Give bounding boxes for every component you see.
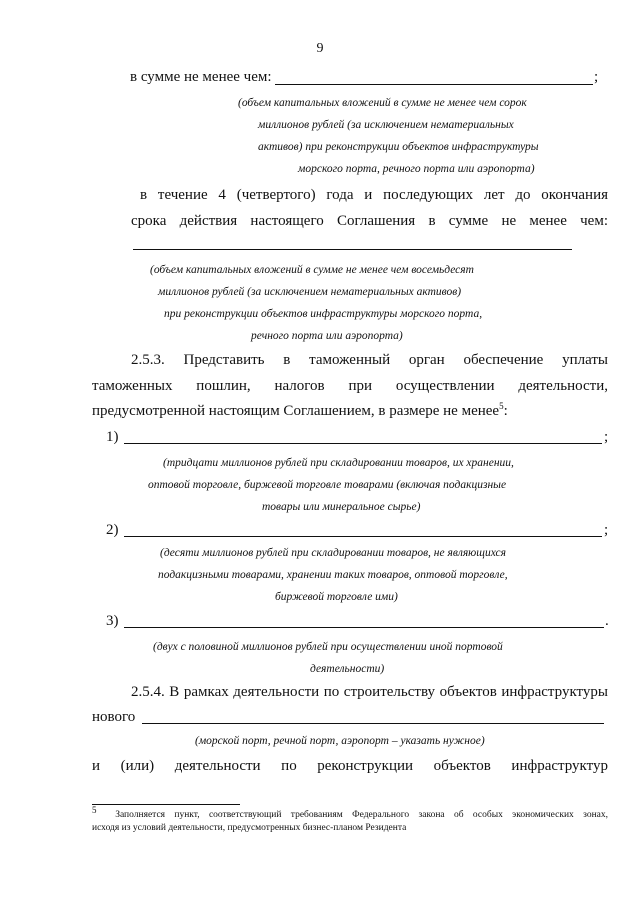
clause-2-5-3-line: 2.5.3. Представить в таможенный орган обеспечение уплаты xyxy=(131,352,608,368)
footnote-ref[interactable]: 5 xyxy=(499,401,504,411)
item-blank-line[interactable] xyxy=(124,536,602,537)
hint-line: (объем капитальных вложений в сумме не менее чем восемьдесят xyxy=(150,264,474,276)
footnote xyxy=(92,804,609,835)
item-end: . xyxy=(605,613,609,629)
hint-line: деятельности) xyxy=(310,663,385,675)
paragraph-line: срока действия настоящего Соглашения в сумме не менее чем: xyxy=(131,213,608,229)
footnote-line xyxy=(92,804,609,822)
clause-2-5-4-line: 2.5.4. В рамках деятельности по строительству объектов инфраструктуры xyxy=(131,684,608,700)
clause-2-5-3-line xyxy=(92,402,508,420)
item-end: ; xyxy=(604,522,609,538)
hint-line: морского порта, речного порта или аэропорта) xyxy=(298,163,535,175)
port-type-blank-line[interactable] xyxy=(142,723,604,724)
hint-line: (тридцати миллионов рублей при складировании товаров, их хранении, xyxy=(163,457,514,469)
hint-line: (морской порт, речной порт, аэропорт – указать нужное) xyxy=(195,735,485,747)
clause-text-end: : xyxy=(503,403,508,419)
item-end: ; xyxy=(604,429,609,445)
item-number: 1) xyxy=(106,429,119,445)
hint-line: миллионов рублей (за исключением нематериальных xyxy=(258,119,514,131)
hint-line: (двух с половиной миллионов рублей при осуществлении иной портовой xyxy=(153,641,503,653)
hint-line: подакцизными товарами, хранении таких товаров, оптовой торговле, xyxy=(158,569,508,581)
hint-line: при реконструкции объектов инфраструктуры морского порта, xyxy=(164,308,483,320)
amount-blank-line[interactable] xyxy=(133,249,572,250)
hint-line: биржевой торговле ими) xyxy=(275,591,398,603)
amount-blank-line[interactable] xyxy=(275,84,593,85)
item-blank-line[interactable] xyxy=(124,627,604,628)
item-blank-line[interactable] xyxy=(124,443,602,444)
clause-2-5-4-line: нового xyxy=(92,709,136,725)
item-number: 2) xyxy=(106,522,119,538)
hint-line: активов) при реконструкции объектов инфраструктуры xyxy=(258,141,539,153)
hint-line: речного порта или аэропорта) xyxy=(251,330,403,342)
footnote-number: 5 xyxy=(92,804,97,815)
page-number: 9 xyxy=(316,41,324,56)
hint-line: (объем капитальных вложений в сумме не менее чем сорок xyxy=(238,97,527,109)
clause-text: предусмотренной настоящим Соглашением, в размере не менее xyxy=(92,403,500,419)
paragraph-line: в течение 4 (четвертого) года и последующих лет до окончания xyxy=(140,187,608,203)
footnote-separator xyxy=(92,804,240,805)
amount-line-end: ; xyxy=(594,69,599,85)
amount-line-label: в сумме не менее чем: xyxy=(130,69,272,85)
clause-2-5-4-line: и (или) деятельности по реконструкции объектов инфраструктур xyxy=(92,758,608,774)
clause-2-5-3-line: таможенных пошлин, налогов при осуществлении деятельности, xyxy=(92,378,608,394)
hint-line: товары или минеральное сырье) xyxy=(262,501,421,513)
hint-line: миллионов рублей (за исключением нематериальных активов) xyxy=(158,286,462,298)
hint-line: оптовой торговле, биржевой торговле товарами (включая подакцизные xyxy=(148,479,507,491)
footnote-text: Заполняется пункт, соответствующий требованиям Федерального закона об особых экономических зонах, xyxy=(115,810,609,820)
item-number: 3) xyxy=(106,613,119,629)
hint-line: (десяти миллионов рублей при складировании товаров, не являющихся xyxy=(160,547,506,559)
footnote-line: исходя из условий деятельности, предусмотренных бизнес-планом Резидента xyxy=(92,823,407,833)
